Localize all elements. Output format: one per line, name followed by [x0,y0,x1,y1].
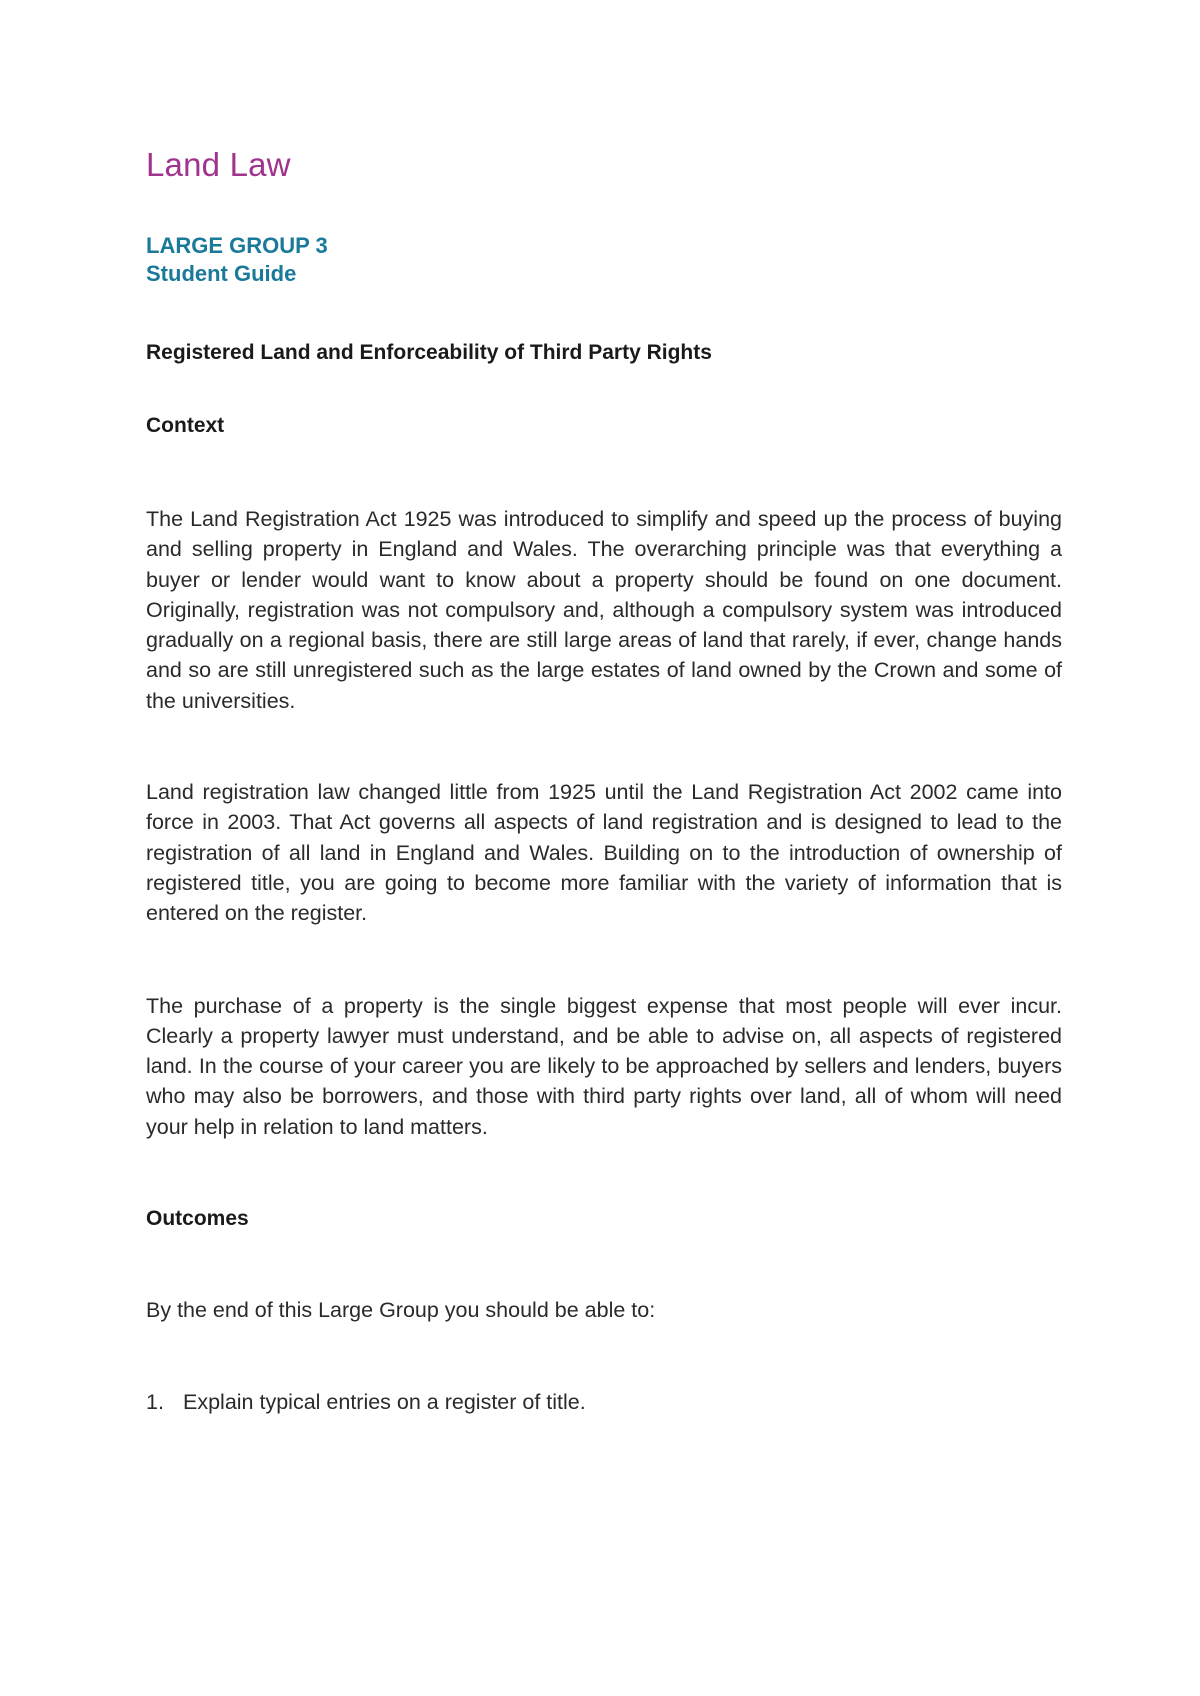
list-item-number: 1. [146,1390,164,1415]
group-label: LARGE GROUP 3 [146,233,328,258]
context-paragraph-1: The Land Registration Act 1925 was introduced to simplify and speed up the process of buying and selling property in England and Wales. The overarching principle was that everything a buyer or lender would want to know about a property should be found on one document. Originally, registration was not compulsory and, although a compulsory system was introduced gradually on a regional basis, there are still large areas of land that rarely, if ever, change hands and so are still unregistered such as the large estates of land owned by the Crown and some of the universities. [146,507,1062,713]
context-heading: Context [146,414,225,437]
outcomes-intro: By the end of this Large Group you should be able to: [146,1298,656,1323]
outcomes-list [146,1387,1062,1417]
document-content [146,140,1062,1417]
outcomes-heading: Outcomes [146,1207,249,1231]
document-title: Land Law [146,146,291,183]
context-paragraph-3: The purchase of a property is the single biggest expense that most people will ever incur. Clearly a property lawyer must understand, and be able to advise on, all aspects of registered land. In the course of your career you are likely to be approached by sellers and lenders, buyers who may also be borrowers, and those with third party rights over land, all of whom will need your help in relation to land matters. [146,993,1062,1139]
guide-label: Student Guide [146,261,297,286]
main-heading: Registered Land and Enforceability of Third Party Rights [146,341,712,364]
list-item-text: Explain typical entries on a register of title. [183,1390,586,1415]
group-header [146,232,1062,288]
list-item [146,1387,1062,1417]
context-paragraph-2: Land registration law changed little from 1925 until the Land Registration Act 2002 came into force in 2003. That Act governs all aspects of land registration and is designed to lead to the registration of all land in England and Wales. Building on to the introduction of ownership of registered title, you are going to become more familiar with the variety of information that is entered on the register. [146,780,1062,926]
